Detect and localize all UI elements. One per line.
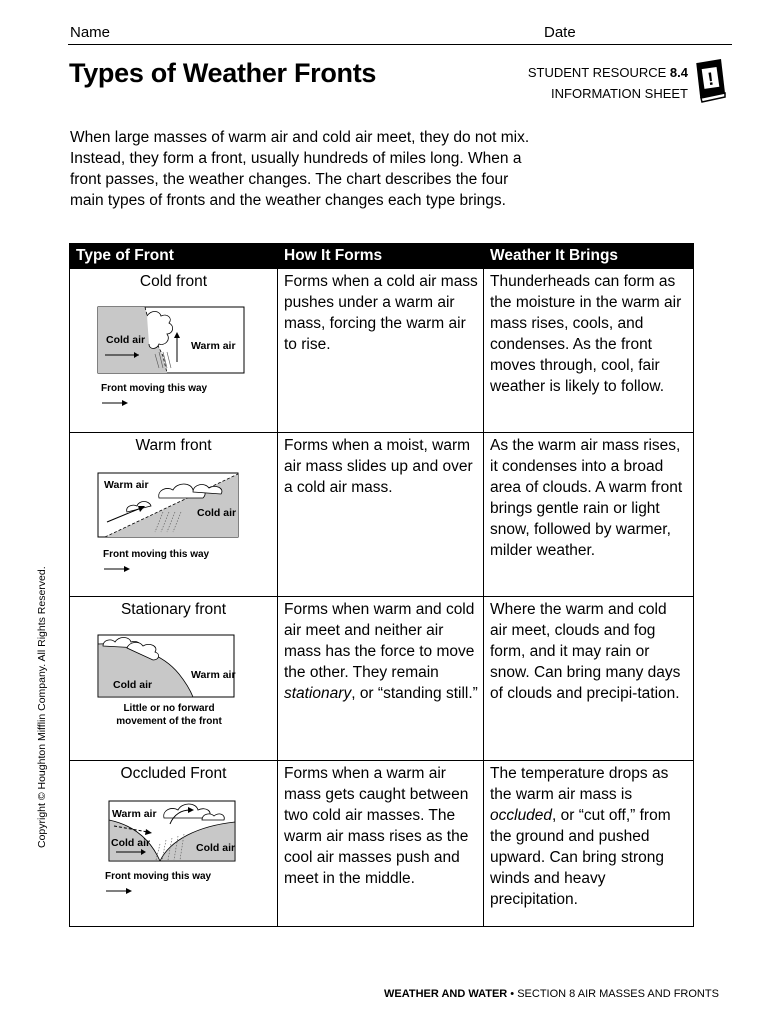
- front-type-label: Cold front: [139, 273, 208, 290]
- header-type-of-front: Type of Front: [70, 244, 278, 269]
- header-rule: [68, 44, 732, 45]
- weather-it-brings-text: Where the warm and cold air meet, clouds and fog form, and it may rain or snow. Can bring many days of clouds and precipi-tation.: [490, 601, 681, 702]
- warm-air-label: Warm air: [112, 808, 157, 820]
- resource-number: 8.4: [669, 65, 688, 80]
- table-header-row: [70, 244, 694, 269]
- table-row-stationary-front: [70, 597, 694, 761]
- cold-air-label: Cold air: [113, 679, 153, 691]
- cold-air-label-left: Cold air: [111, 837, 151, 849]
- occluded-front-diagram: [105, 800, 258, 884]
- figure-caption: Little or no forward movement of the front: [116, 703, 222, 727]
- how-it-forms-text: Forms when a cold air mass pushes under a warm air mass, forcing the warm air to rise.: [284, 273, 478, 353]
- weather-it-brings-cell: [484, 761, 694, 927]
- how-it-forms-cell: [278, 433, 484, 597]
- how-it-forms-text: Forms when warm and cold air meet and neither air mass has the force to move the other. They remain stationary, or “standing still.”: [284, 601, 478, 702]
- occluded-front-cell: [70, 761, 278, 927]
- weather-it-brings-cell: [484, 269, 694, 433]
- stationary-front-cell: [70, 597, 278, 761]
- cold-air-label-right: Cold air: [196, 842, 236, 854]
- page-footer: [384, 988, 719, 1000]
- how-it-forms-cell: [278, 597, 484, 761]
- warm-front-cell: [70, 433, 278, 597]
- header-how-it-forms: How It Forms: [278, 244, 484, 269]
- footer-unit: WEATHER AND WATER: [384, 988, 508, 1000]
- figure-caption: Front moving this way: [101, 378, 247, 407]
- how-it-forms-text: Forms when a moist, warm air mass slides up and over a cold air mass.: [284, 437, 473, 496]
- front-type-label: Stationary front: [120, 601, 227, 618]
- date-label: Date: [544, 24, 576, 41]
- weather-it-brings-text: Thunderheads can form as the moisture in the warm air mass rises, cools, and condenses. As the front moves through, cool, fair weather is likely to follow.: [490, 273, 682, 395]
- fronts-table: [69, 243, 694, 927]
- how-it-forms-text: Forms when a warm air mass gets caught between two cold air masses. The warm air mass rises as the cool air masses push and meet in the middle.: [284, 765, 469, 887]
- intro-paragraph: When large masses of warm air and cold air meet, they do not mix. Instead, they form a front, usually hundreds of miles long. When a front passes, the weather changes. The chart describes the four main types of fronts and the weather changes each type brings.: [70, 129, 530, 209]
- warm-front-diagram: [97, 472, 247, 560]
- weather-it-brings-text: As the warm air mass rises, it condenses into a broad area of clouds. A warm front brings gentle rain or light snow, followed by warmer, milder weather.: [490, 437, 683, 559]
- warm-air-label: Warm air: [104, 479, 149, 491]
- cold-air-label: Cold air: [106, 334, 146, 346]
- name-label: Name: [70, 24, 111, 41]
- table-row-cold-front: [70, 269, 694, 433]
- figure-caption: Front moving this way: [103, 544, 247, 573]
- right-arrow-icon: [105, 887, 133, 895]
- weather-it-brings-text: The temperature drops as the warm air mass is occluded, or “cut off,” from the ground and pushed upward. Can bring strong winds and heavy precipitation.: [490, 765, 671, 908]
- warm-air-label: Warm air: [191, 340, 236, 352]
- table-row-warm-front: [70, 433, 694, 597]
- resource-type: INFORMATION SHEET: [551, 86, 688, 101]
- svg-text:!: !: [706, 68, 715, 90]
- page-title: Types of Weather Fronts: [69, 58, 377, 88]
- table-row-occluded-front: [70, 761, 694, 927]
- front-type-label: Warm front: [135, 437, 212, 454]
- resource-prefix: STUDENT RESOURCE: [527, 65, 667, 80]
- stationary-front-diagram: [97, 634, 247, 726]
- cold-front-diagram: [97, 306, 247, 394]
- footer-bullet: •: [510, 988, 515, 1000]
- right-arrow-icon: [103, 565, 131, 573]
- cold-air-label: Cold air: [197, 507, 237, 519]
- weather-it-brings-cell: [484, 597, 694, 761]
- warm-air-label: Warm air: [191, 669, 236, 681]
- front-type-label: Occluded Front: [120, 765, 227, 782]
- right-arrow-icon: [101, 399, 129, 407]
- how-it-forms-cell: [278, 761, 484, 927]
- header-weather-it-brings: Weather It Brings: [484, 244, 694, 269]
- weather-it-brings-cell: [484, 433, 694, 597]
- cold-front-cell: [70, 269, 278, 433]
- resource-label: [500, 62, 688, 104]
- how-it-forms-cell: [278, 269, 484, 433]
- footer-section: SECTION 8 AIR MASSES AND FRONTS: [517, 988, 719, 1000]
- copyright-notice: Copyright © Houghton Mifflin Company. All Rights Reserved.: [36, 566, 48, 848]
- figure-caption: Front moving this way: [105, 866, 258, 895]
- book-exclamation-icon: [692, 57, 728, 103]
